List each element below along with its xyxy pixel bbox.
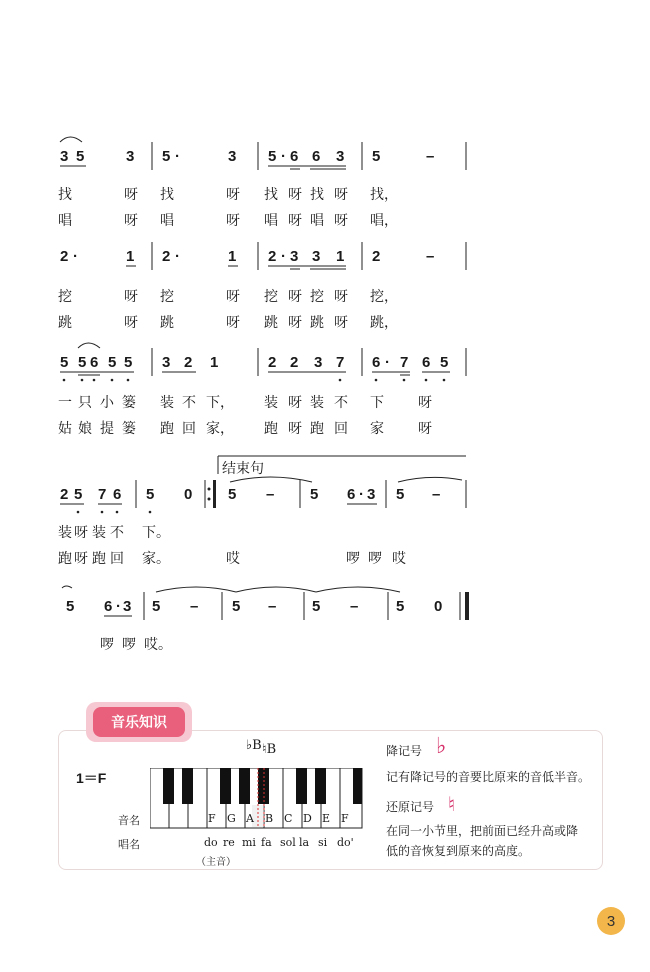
low-dot bbox=[63, 379, 66, 382]
final-bar bbox=[465, 592, 469, 620]
lyric: 装 bbox=[264, 395, 278, 411]
note: 1 bbox=[228, 248, 237, 265]
note: 3 bbox=[290, 248, 299, 265]
lyric: 呀 bbox=[124, 315, 138, 331]
note: · bbox=[73, 248, 78, 265]
note: · bbox=[116, 598, 121, 615]
solfege-name: do bbox=[204, 836, 218, 849]
solfege-name: do' bbox=[337, 836, 354, 849]
note: 5 bbox=[66, 598, 75, 615]
note-name: F bbox=[341, 812, 349, 825]
slur bbox=[60, 137, 82, 142]
solfege-name: re bbox=[223, 836, 235, 849]
note: 6 bbox=[372, 354, 381, 371]
lyric: 家。 bbox=[142, 551, 170, 567]
lyric: 一 bbox=[58, 395, 72, 411]
note-name: D bbox=[303, 812, 312, 825]
lyric: 呀 bbox=[124, 289, 138, 305]
lyric: 跑 bbox=[58, 551, 72, 567]
lyric: 篓 bbox=[122, 421, 136, 437]
lyric: 不 bbox=[334, 395, 348, 411]
note: 3 bbox=[336, 148, 345, 165]
lyric: 呀 bbox=[288, 395, 302, 411]
lyric: 唱 bbox=[264, 213, 278, 229]
lyric: 找 bbox=[310, 187, 324, 203]
note-name-label: 音名 bbox=[118, 814, 140, 827]
lyric: 小 bbox=[100, 395, 114, 411]
lyric: 跳 bbox=[160, 315, 174, 331]
note: 0 bbox=[434, 598, 443, 615]
low-dot bbox=[425, 379, 428, 382]
note: – bbox=[426, 248, 435, 265]
knowledge-tag: 音乐知识 bbox=[93, 707, 185, 737]
lyric: 呀 bbox=[124, 213, 138, 229]
note: 2 bbox=[268, 248, 277, 265]
low-dot bbox=[77, 511, 80, 514]
lyric: 呀 bbox=[288, 187, 302, 203]
natural-desc-1: 在同一小节里，把前面已经升高或降 bbox=[386, 824, 579, 838]
lyric: 呀 bbox=[124, 187, 138, 203]
repeat-dot bbox=[208, 488, 211, 491]
piano-keyboard bbox=[150, 768, 364, 830]
lyric: 下。 bbox=[142, 525, 170, 541]
note: · bbox=[175, 248, 180, 265]
lyric: 呀 bbox=[418, 421, 432, 437]
note-name: B bbox=[265, 812, 274, 825]
lyric: 呀 bbox=[418, 395, 432, 411]
lyric: 呀 bbox=[288, 213, 302, 229]
lyric: 呀 bbox=[334, 213, 348, 229]
natural-desc-2: 低的音恢复到原来的高度。 bbox=[386, 844, 531, 858]
note: – bbox=[432, 486, 441, 503]
tie bbox=[398, 477, 462, 482]
note: 5 bbox=[124, 354, 133, 371]
ending-label: 结束句 bbox=[222, 461, 264, 477]
lyric: 跳 bbox=[58, 315, 72, 331]
tie bbox=[316, 587, 400, 592]
lyric: 唱， bbox=[370, 213, 398, 229]
lyric: 唱 bbox=[58, 213, 72, 229]
lyric: 装 bbox=[58, 525, 72, 541]
note: 5 bbox=[312, 598, 321, 615]
note-name: E bbox=[322, 812, 331, 825]
lyric: 呀 bbox=[288, 421, 302, 437]
lyric: 唱 bbox=[310, 213, 324, 229]
note: 5 bbox=[372, 148, 381, 165]
note: 5 bbox=[74, 486, 83, 503]
note: · bbox=[385, 354, 390, 371]
natural-symbol-icon: ♮ bbox=[448, 792, 456, 816]
note: 5 bbox=[78, 354, 87, 371]
low-dot bbox=[127, 379, 130, 382]
solfege-name: fa bbox=[261, 836, 272, 849]
note: 7 bbox=[98, 486, 107, 503]
lyric: 呀 bbox=[226, 187, 240, 203]
note-name: F bbox=[208, 812, 216, 825]
note: 6 bbox=[347, 486, 356, 503]
solfege-name: mi bbox=[242, 836, 256, 849]
lyric: 找 bbox=[264, 187, 278, 203]
note: 7 bbox=[400, 354, 409, 371]
lyric: 装 bbox=[160, 395, 174, 411]
note: 5 bbox=[228, 486, 237, 503]
lyric: 啰 bbox=[368, 551, 382, 567]
low-dot bbox=[111, 379, 114, 382]
tonic-note: （主音） bbox=[196, 857, 236, 868]
flat-title: 降记号 bbox=[386, 744, 423, 758]
lyric: 啰 bbox=[346, 551, 360, 567]
note: · bbox=[359, 486, 364, 503]
note: 5 bbox=[310, 486, 319, 503]
lyric: 挖 bbox=[58, 289, 72, 305]
low-dot bbox=[101, 511, 104, 514]
note: · bbox=[281, 248, 286, 265]
solfege-name: sol bbox=[280, 836, 296, 849]
natural-title: 还原记号 bbox=[386, 800, 435, 814]
note: 5 bbox=[232, 598, 241, 615]
lyric: 下， bbox=[206, 395, 234, 411]
lyric: 挖 bbox=[310, 289, 324, 305]
lyric: 哎。 bbox=[144, 637, 172, 653]
lyric: 呀 bbox=[74, 525, 88, 541]
lyric: 回 bbox=[334, 421, 348, 437]
note: 5 bbox=[108, 354, 117, 371]
note: 5 bbox=[396, 486, 405, 503]
note: 7 bbox=[336, 354, 345, 371]
lyric: 不 bbox=[182, 395, 196, 411]
repeat-bar bbox=[213, 480, 216, 508]
page-number: 3 bbox=[597, 907, 625, 935]
note: 6 bbox=[290, 148, 299, 165]
solfege-name: si bbox=[318, 836, 328, 849]
note: 5 bbox=[268, 148, 277, 165]
lyric: 跳， bbox=[370, 315, 398, 331]
note: 1 bbox=[210, 354, 219, 371]
note: 3 bbox=[367, 486, 376, 503]
lyric: 提 bbox=[100, 421, 114, 437]
note: 1 bbox=[126, 248, 135, 265]
note: 0 bbox=[184, 486, 193, 503]
note: 6 bbox=[113, 486, 122, 503]
low-dot bbox=[339, 379, 342, 382]
note: · bbox=[175, 148, 180, 165]
lyric: 唱 bbox=[160, 213, 174, 229]
lyric: 装 bbox=[310, 395, 324, 411]
lyric: 找 bbox=[58, 187, 72, 203]
note: 6 bbox=[422, 354, 431, 371]
flat-b-label: ♭B bbox=[246, 738, 262, 753]
note: – bbox=[426, 148, 435, 165]
natural-b-label: ♮B bbox=[262, 742, 277, 757]
note: 5 bbox=[60, 354, 69, 371]
lyric: 呀 bbox=[334, 315, 348, 331]
lyric: 篓 bbox=[122, 395, 136, 411]
note: 3 bbox=[314, 354, 323, 371]
lyric: 跑 bbox=[310, 421, 324, 437]
note: 6 bbox=[312, 148, 321, 165]
lyric: 装 bbox=[92, 525, 106, 541]
tie bbox=[236, 587, 316, 592]
lyric: 哎 bbox=[392, 551, 406, 567]
note: 3 bbox=[60, 148, 69, 165]
note: – bbox=[350, 598, 359, 615]
lyric: 挖 bbox=[160, 289, 174, 305]
lyric: 回 bbox=[110, 551, 124, 567]
note: 6 bbox=[104, 598, 113, 615]
repeat-dot bbox=[208, 498, 211, 501]
lyric: 找 bbox=[160, 187, 174, 203]
note: 5 bbox=[440, 354, 449, 371]
note: 3 bbox=[228, 148, 237, 165]
note: 2 bbox=[268, 354, 277, 371]
note: · bbox=[281, 148, 286, 165]
lyric: 娘 bbox=[78, 421, 92, 437]
lyric: 呀 bbox=[334, 187, 348, 203]
lyric: 回 bbox=[182, 421, 196, 437]
low-dot bbox=[116, 511, 119, 514]
note-name: C bbox=[284, 812, 293, 825]
note: 2 bbox=[372, 248, 381, 265]
flat-desc: 记有降记号的音要比原来的音低半音。 bbox=[386, 770, 591, 784]
low-dot bbox=[443, 379, 446, 382]
lyric: 呀 bbox=[288, 315, 302, 331]
lyric: 下 bbox=[370, 395, 384, 411]
lyric: 挖 bbox=[264, 289, 278, 305]
note: 2 bbox=[162, 248, 171, 265]
lyric: 跑 bbox=[264, 421, 278, 437]
lyric: 挖， bbox=[370, 289, 398, 305]
note: 2 bbox=[184, 354, 193, 371]
note: 6 bbox=[90, 354, 99, 371]
note: 3 bbox=[123, 598, 132, 615]
solfege-label: 唱名 bbox=[118, 838, 140, 851]
low-dot bbox=[149, 511, 152, 514]
lyric: 呀 bbox=[74, 551, 88, 567]
lyric: 哎 bbox=[226, 551, 240, 567]
lyric: 呀 bbox=[288, 289, 302, 305]
lyric: 啰 bbox=[100, 637, 114, 653]
note: 3 bbox=[126, 148, 135, 165]
lyric: 呀 bbox=[334, 289, 348, 305]
slur bbox=[78, 343, 100, 348]
low-dot bbox=[93, 379, 96, 382]
lyric: 跑 bbox=[160, 421, 174, 437]
note-name: G bbox=[227, 812, 236, 825]
note: – bbox=[190, 598, 199, 615]
note: 1 bbox=[336, 248, 345, 265]
lyric: 跳 bbox=[264, 315, 278, 331]
note: 3 bbox=[162, 354, 171, 371]
note: 5 bbox=[162, 148, 171, 165]
lyric: 家， bbox=[206, 421, 234, 437]
lyric: 呀 bbox=[226, 289, 240, 305]
note: 5 bbox=[396, 598, 405, 615]
lyric: 啰 bbox=[122, 637, 136, 653]
note: 5 bbox=[152, 598, 161, 615]
note: – bbox=[268, 598, 277, 615]
lyric: 呀 bbox=[226, 315, 240, 331]
lyric: 不 bbox=[110, 525, 124, 541]
lyric: 姑 bbox=[58, 421, 72, 437]
low-dot bbox=[81, 379, 84, 382]
lyric: 家 bbox=[370, 421, 384, 437]
lyric: 呀 bbox=[226, 213, 240, 229]
note: 5 bbox=[146, 486, 155, 503]
flat-symbol-icon: ♭ bbox=[436, 734, 447, 759]
lyric: 只 bbox=[78, 395, 92, 411]
tie bbox=[62, 586, 72, 588]
note: – bbox=[266, 486, 275, 503]
lyric: 跑 bbox=[92, 551, 106, 567]
solfege-name: la bbox=[299, 836, 310, 849]
note: 2 bbox=[290, 354, 299, 371]
note: 3 bbox=[312, 248, 321, 265]
low-dot bbox=[403, 379, 406, 382]
lyric: 跳 bbox=[310, 315, 324, 331]
note: 2 bbox=[60, 486, 69, 503]
key-signature: 1＝F bbox=[76, 770, 107, 786]
note-name: A bbox=[246, 812, 254, 825]
tie bbox=[156, 587, 236, 592]
lyric: 找， bbox=[370, 187, 398, 203]
note: 5 bbox=[76, 148, 85, 165]
low-dot bbox=[375, 379, 378, 382]
note: 2 bbox=[60, 248, 69, 265]
